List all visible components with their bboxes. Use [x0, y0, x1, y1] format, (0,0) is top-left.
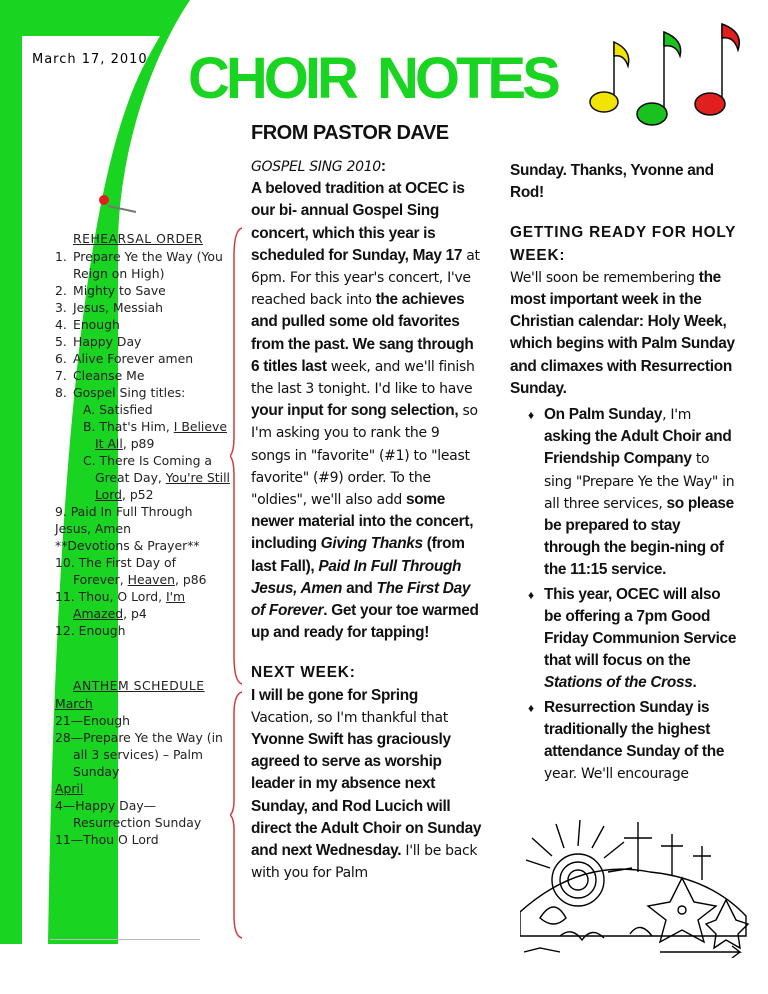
- right-column: [510, 160, 740, 787]
- pushpin-icon: [98, 192, 138, 216]
- list-item: 1. Prepare Ye the Way (You Reign on High): [55, 249, 223, 281]
- anthem-row: 28—Prepare Ye the Way (in all 3 services) – Palm Sunday: [55, 730, 223, 779]
- diamond-bullet-icon: ♦: [528, 408, 534, 423]
- list-item: 7. Cleanse Me: [55, 368, 145, 383]
- list-item: 4. Enough: [55, 317, 120, 332]
- diamond-bullet-icon: ♦: [528, 700, 534, 715]
- list-item: B. That's Him, I Believe It All, p89: [83, 419, 227, 451]
- next-week-paragraph: I will be gone for Spring Vacation, so I'm thankful that Yvonne Swift has graciously agreed to serve as worship leader in my absence next Sunday, and Rod Lucich will direct the Adult Choir on Sunday and next Wednesday. I'll be back with you for Palm: [251, 686, 482, 882]
- anthem-month-march: March: [55, 696, 93, 711]
- devotions-note: **Devotions & Prayer**: [55, 538, 200, 553]
- rehearsal-item-9: 9. Paid In Full Through Jesus, Amen: [55, 504, 193, 536]
- bracket-icon: [230, 690, 246, 940]
- anthem-row: 21—Enough: [55, 713, 130, 728]
- list-item: C. There Is Coming a Great Day, You're Still Lord, p52: [83, 453, 230, 502]
- list-item: 2. Mighty to Save: [55, 283, 166, 298]
- rehearsal-item-11: 11. Thou, O Lord, I'm Amazed, p4: [55, 589, 186, 621]
- bracket-icon: [230, 226, 246, 686]
- footer-divider: [50, 939, 200, 940]
- easter-crosses-illustration: [520, 808, 750, 958]
- newsletter-title: CHOIR NOTES: [188, 46, 557, 111]
- next-week-heading: NEXT WEEK:: [251, 664, 356, 682]
- sidebar: [55, 230, 230, 848]
- anthem-schedule-heading: ANTHEM SCHEDULE: [73, 678, 205, 693]
- rehearsal-order-heading: REHEARSAL ORDER: [73, 231, 203, 246]
- anthem-row: 11—Thou O Lord: [55, 832, 159, 847]
- list-item: A. Satisfied: [83, 402, 153, 417]
- gospel-sing-heading: GOSPEL SING 2010: [251, 159, 381, 175]
- anthem-row: 4—Happy Day—Resurrection Sunday: [55, 798, 202, 830]
- continued-paragraph: Sunday. Thanks, Yvonne and Rod!: [510, 162, 714, 202]
- list-item: 5. Happy Day: [55, 334, 142, 349]
- rehearsal-item-10: 10. The First Day of Forever, Heaven, p86: [55, 555, 207, 587]
- gospel-titles-list: [55, 401, 230, 503]
- holy-week-heading: GETTING READY FOR HOLY WEEK:: [510, 224, 736, 264]
- anthem-schedule: [55, 677, 230, 848]
- holy-week-paragraph: We'll soon be remembering the most important week in the Christian calendar: Holy Week, which begins with Palm Sunday and climaxes with Resurrection Sunday.: [510, 268, 735, 397]
- issue-date: March 17, 2010: [32, 52, 148, 67]
- list-item: ♦ On Palm Sunday, I'm asking the Adult Choir and Friendship Company to sing "Prepare Ye the Way" in all three services, so please be prepared to stay through the begin-ning of the 11:15 service.: [528, 406, 735, 579]
- diamond-bullet-icon: ♦: [528, 587, 534, 602]
- list-item: ♦ Resurrection Sunday is traditionally the highest attendance Sunday of the year. We'll encourage: [528, 698, 725, 783]
- list-item: 3. Jesus, Messiah: [55, 300, 164, 315]
- main-column: [251, 156, 483, 885]
- list-item: 6. Alive Forever amen: [55, 351, 194, 366]
- rehearsal-list: [55, 248, 230, 401]
- gospel-sing-paragraph: GOSPEL SING 2010: A beloved tradition at OCEC is our bi- annual Gospel Sing concert, which this year is scheduled for Sunday, May 17 at 6pm. For this year's concert, I've reached back into the achieves and pulled some old favorites from the past. We sang through 6 titles last week, and we'll finish the last 3 tonight. I'd like to have your input for song selection, so I'm asking you to rank the 9 songs in "favorite" (#1) to "least favorite" (#9) order. To the "oldies", we'll also add some newer material into the concert, including Giving Thanks (from last Fall), Paid In Full Through Jesus, Amen and The First Day of Forever. Get your toe warmed up and ready for tapping!: [251, 158, 480, 642]
- column-subtitle: FROM PASTOR DAVE: [251, 122, 449, 144]
- rehearsal-item-12: 12. Enough: [55, 623, 126, 638]
- anthem-month-april: April: [55, 781, 84, 796]
- holy-week-bullets: [510, 404, 740, 785]
- list-item: 8. Gospel Sing titles:: [55, 385, 186, 400]
- music-notes-icon: [584, 22, 754, 142]
- list-item: ♦ This year, OCEC will also be offering a 7pm Good Friday Communion Service that will focus on the Stations of the Cross.: [528, 585, 737, 692]
